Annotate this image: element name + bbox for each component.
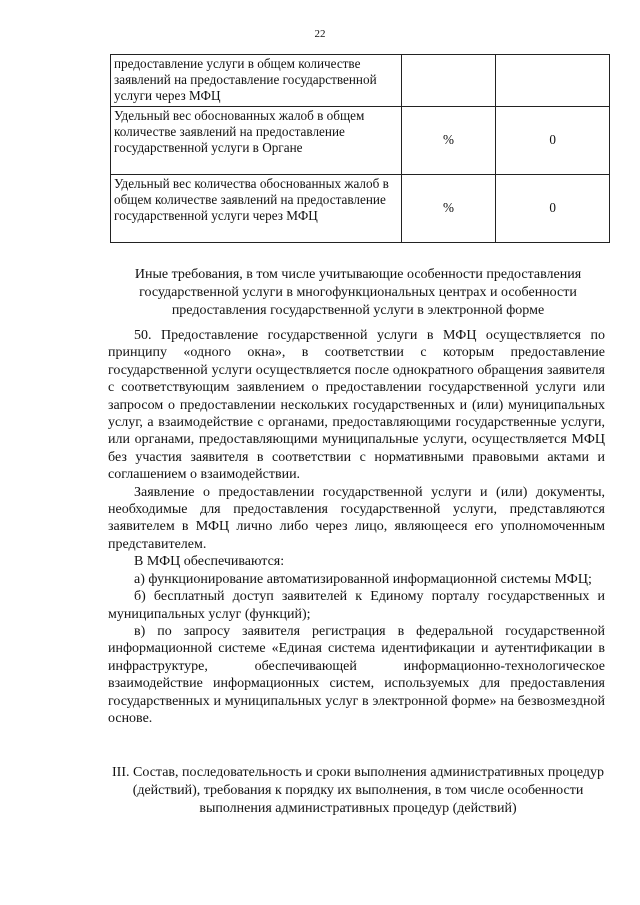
paragraph: В МФЦ обеспечиваются: [134,554,285,570]
page-number: 22 [314,28,326,40]
section-heading: Иные требования, в том числе учитывающие особенности предоставления государственной услуги в многофункциональных центрах и особенности предоставления государственной услуги в электронной форме [134,267,582,318]
table-row [111,107,610,175]
value-cell: 0 [496,175,610,243]
body-text [108,327,605,727]
list-item: в) по запросу заявителя регистрация в федеральной государственной информационной системе «Единая система идентификации и аутентификации в инфраструктуре, обеспечивающей информационно-технологическое взаимодействие информационных систем, используемых для предоставления государственных и муниципальных услуг в электронной форме» на безвозмездной основе. [108,623,605,726]
unit-cell [401,55,495,107]
chapter-heading: III. Состав, последовательность и сроки выполнения административных процедур (действий), требования к порядку их выполнения, в том числе особенности выполнения административных процедур (действий) [112,765,604,816]
indicator-cell: предоставление услуги в общем количестве заявлений на предоставление государственной услуги через МФЦ [111,55,402,107]
value-cell [496,55,610,107]
list-item: б) бесплатный доступ заявителей к Единому порталу государственных и муниципальных услуг (функций); [108,589,605,622]
table-row [111,55,610,107]
paragraph: Заявление о предоставлении государственной услуги и (или) документы, необходимые для предоставления государственной услуги, представляются заявителем в МФЦ лично либо через лицо, являющееся его уполномоченным представителем. [108,484,605,552]
unit-cell: % [401,107,495,175]
table-row [111,175,610,243]
list-item: а) функционирование автоматизированной информационной системы МФЦ; [134,571,592,587]
unit-cell: % [401,175,495,243]
indicator-cell: Удельный вес обоснованных жалоб в общем количестве заявлений на предоставление государственной услуги в Органе [111,107,402,175]
value-cell: 0 [496,107,610,175]
indicator-cell: Удельный вес количества обоснованных жалоб в общем количестве заявлений на предоставление государственной услуги через МФЦ [111,175,402,243]
paragraph: 50. Предоставление государственной услуги в МФЦ осуществляется по принципу «одного окна», в соответствии с которым предоставление государственной услуги осуществляется после однократного обращения заявителя с соответствующим заявлением о предоставлении государственной услуги или запросом о предоставлении нескольких государственных и (или) муниципальных услуг, а взаимодействие с органами, предоставляющими государственные услуги, или органами, предоставляющими муниципальные услуги, осуществляется МФЦ без участия заявителя в соответствии с нормативными правовыми актами и соглашением о взаимодействии. [108,328,605,483]
indicators-table [110,54,610,243]
